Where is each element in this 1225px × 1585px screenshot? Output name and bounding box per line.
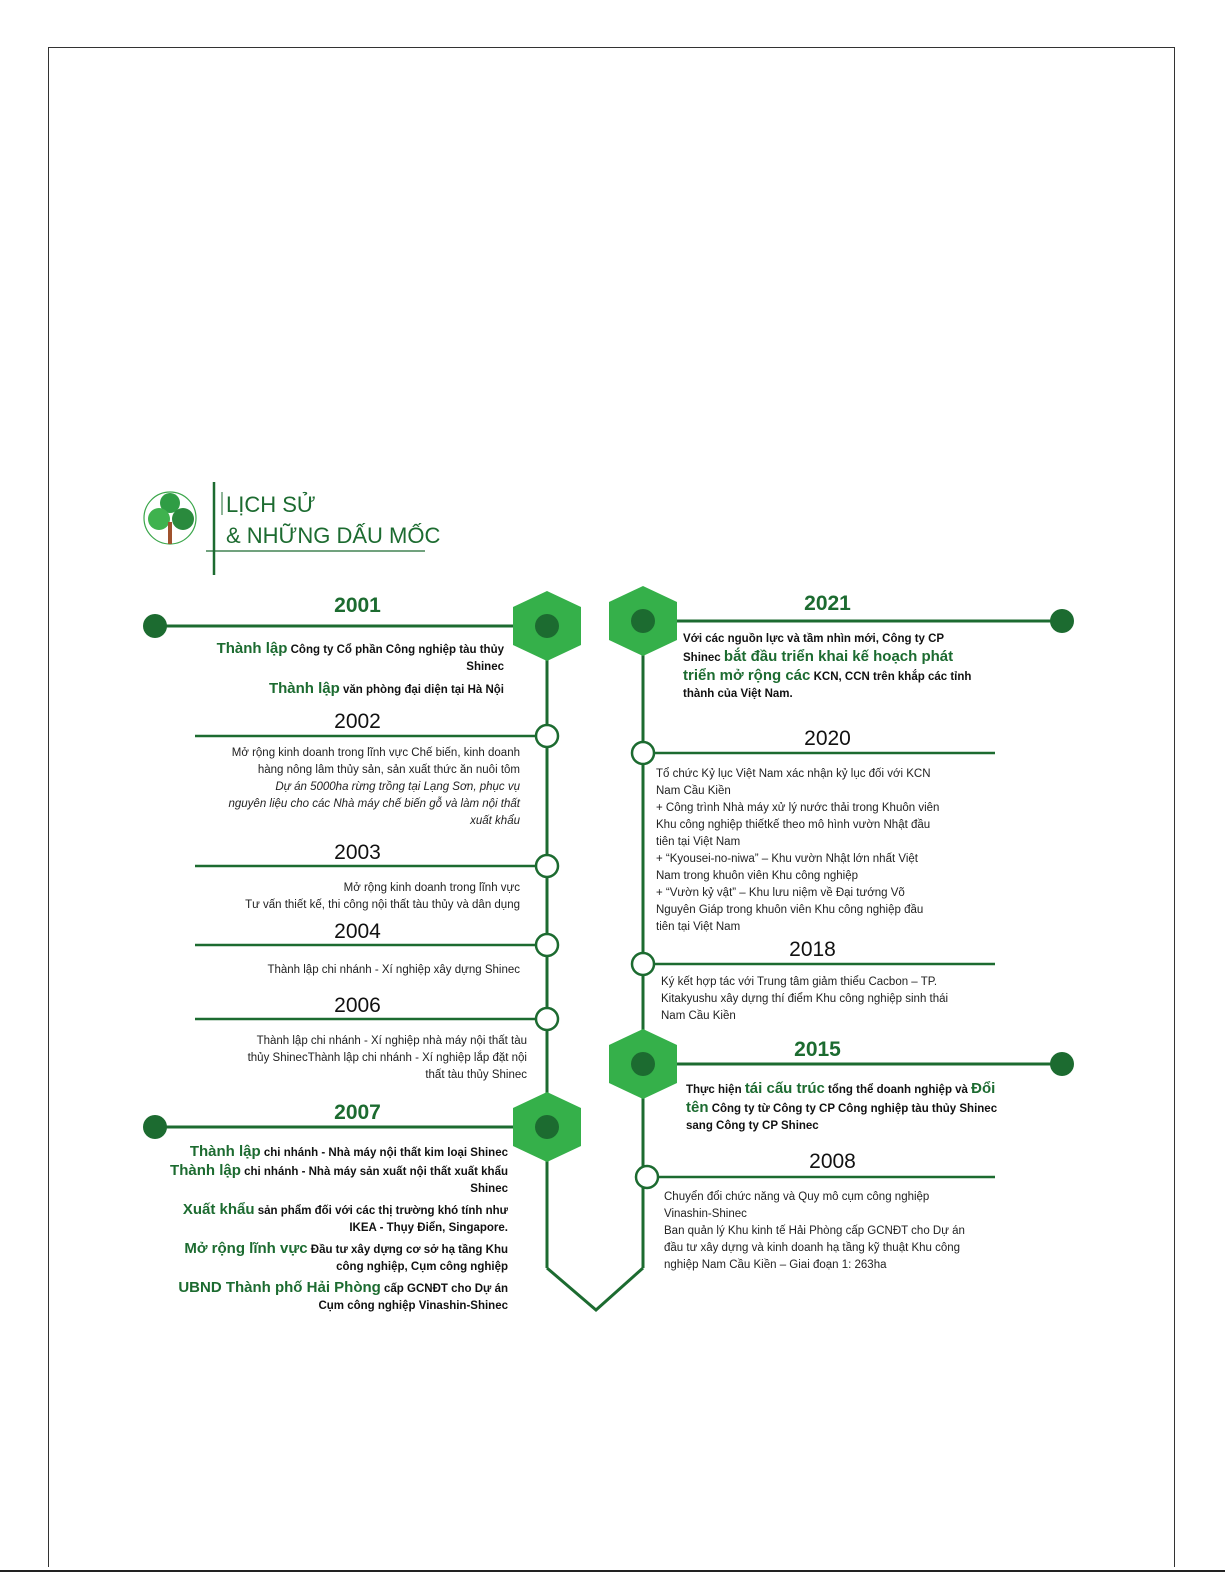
year-2008: 2008 xyxy=(809,1150,856,1173)
ring-2002 xyxy=(536,725,558,747)
entry-2020 xyxy=(656,766,996,936)
entry-2004: Thành lập chi nhánh - Xí nghiệp xây dựng Shinec xyxy=(267,964,520,976)
entry-2020-line: Nguyên Giáp trong khuôn viên Khu công nghiệp đầu xyxy=(656,904,924,916)
entry-2020-line: + “Vườn kỷ vật” – Khu lưu niệm về Đại tướng Võ xyxy=(656,887,905,899)
entry-2007: Thành lập chi nhánh - Nhà máy nội thất kim loại Shinec Thành lập chi nhánh - Nhà máy sản xuất nội thất xuất khẩu Shinec Xuất khẩu sản phẩm đối với các thị trường khó tính như IKEA - Thụy Điển, Singapore. Mở rộng lĩnh vực Đầu tư xây dựng cơ sở hạ tầng Khu công nghiệp, Cụm công nghiệp UBND Thành phố Hải Phòng cấp GCNĐT cho Dự án Cụm công nghiệp Vinashin-Shinec xyxy=(170,1143,508,1312)
entry-2002: Mở rộng kinh doanh trong lĩnh vực Chế biến, kinh doanh hàng nông lâm thủy sản, sản xuất thức ăn nuôi tôm Dự án 5000ha rừng trồng tại Lạng Sơn, phục vụ nguyên liệu cho các Nhà máy chế biến gỗ và làm nội thất xuất khẩu xyxy=(228,747,520,827)
year-2002: 2002 xyxy=(334,710,381,733)
ring-2003 xyxy=(536,855,558,877)
page-title-line1: LỊCH SỬ xyxy=(226,492,316,517)
ring-2008 xyxy=(636,1166,658,1188)
entry-2021: Với các nguồn lực và tầm nhìn mới, Công ty CP Shinec bắt đầu triển khai kế hoạch phát triển mở rộng các KCN, CCN trên khắp các tỉnh thành của Việt Nam. xyxy=(683,633,972,700)
entry-2001: Thành lập Công ty Cổ phần Công nghiệp tàu thủy Shinec Thành lập văn phòng đại diện tại Hà Nội xyxy=(216,640,504,697)
tree-logo-icon xyxy=(144,492,196,544)
year-2021: 2021 xyxy=(804,592,851,615)
year-2004: 2004 xyxy=(334,920,381,943)
dot-2015 xyxy=(1050,1052,1074,1076)
entry-2020-line: + Công trình Nhà máy xử lý nước thải trong Khuôn viên xyxy=(656,802,940,814)
entry-2015: Thực hiện tái cấu trúc tổng thể doanh nghiệp và Đổi tên Công ty từ Công ty CP Công nghiệp tàu thủy Shinec sang Công ty CP Shinec xyxy=(686,1080,998,1132)
entry-2008: Chuyển đổi chức năng và Quy mô cụm công nghiệp Vinashin-Shinec Ban quản lý Khu kinh tế Hải Phòng cấp GCNĐT cho Dự án đầu tư xây dựng và kinh doanh hạ tầng kỹ thuật Khu công nghiệp Nam Cầu Kiền – Giai đoạn 1: 263ha xyxy=(664,1191,965,1271)
entry-2018: Ký kết hợp tác với Trung tâm giảm thiểu Cacbon – TP. Kitakyushu xây dựng thí điểm Khu công nghiệp sinh thái Nam Cầu Kiền xyxy=(661,976,949,1022)
year-2003: 2003 xyxy=(334,841,381,864)
entry-2020-line: tiên tại Việt Nam xyxy=(656,836,741,848)
dot-2001 xyxy=(143,614,167,638)
year-2020: 2020 xyxy=(804,727,851,750)
year-2001: 2001 xyxy=(334,594,381,617)
entry-2020-line: Tổ chức Kỷ lục Việt Nam xác nhận kỷ lục đối với KCN xyxy=(656,768,931,780)
year-2018: 2018 xyxy=(789,938,836,961)
ring-2018 xyxy=(632,953,654,975)
entry-2003: Mở rộng kinh doanh trong lĩnh vực Tư vấn thiết kế, thi công nội thất tàu thủy và dân dụng xyxy=(245,882,520,911)
entry-2020-line: Khu công nghiệp thiếtkế theo mô hình vườn Nhật đầu xyxy=(656,819,931,831)
entry-2020-line: Nam trong khuôn viên Khu công nghiệp xyxy=(656,870,859,882)
page-title-line2: & NHỮNG DẤU MỐC xyxy=(226,523,441,548)
entry-2020-line: tiên tại Việt Nam xyxy=(656,921,741,933)
year-2015: 2015 xyxy=(794,1038,841,1061)
ring-2006 xyxy=(536,1008,558,1030)
entry-2020-line: Nam Cầu Kiền xyxy=(656,785,731,797)
year-2007: 2007 xyxy=(334,1101,381,1124)
ring-2004 xyxy=(536,934,558,956)
entry-2020-line: + “Kyousei-no-niwa” – Khu vườn Nhật lớn nhất Việt xyxy=(656,853,918,865)
dot-2007 xyxy=(143,1115,167,1139)
entry-2006: Thành lập chi nhánh - Xí nghiệp nhà máy nội thất tàu thủy ShinecThành lập chi nhánh - Xí nghiệp lắp đặt nội thất tàu thủy Shinec xyxy=(247,1035,527,1081)
dot-2021 xyxy=(1050,609,1074,633)
year-2006: 2006 xyxy=(334,994,381,1017)
spine-joint xyxy=(547,1268,643,1310)
ring-2020 xyxy=(632,742,654,764)
